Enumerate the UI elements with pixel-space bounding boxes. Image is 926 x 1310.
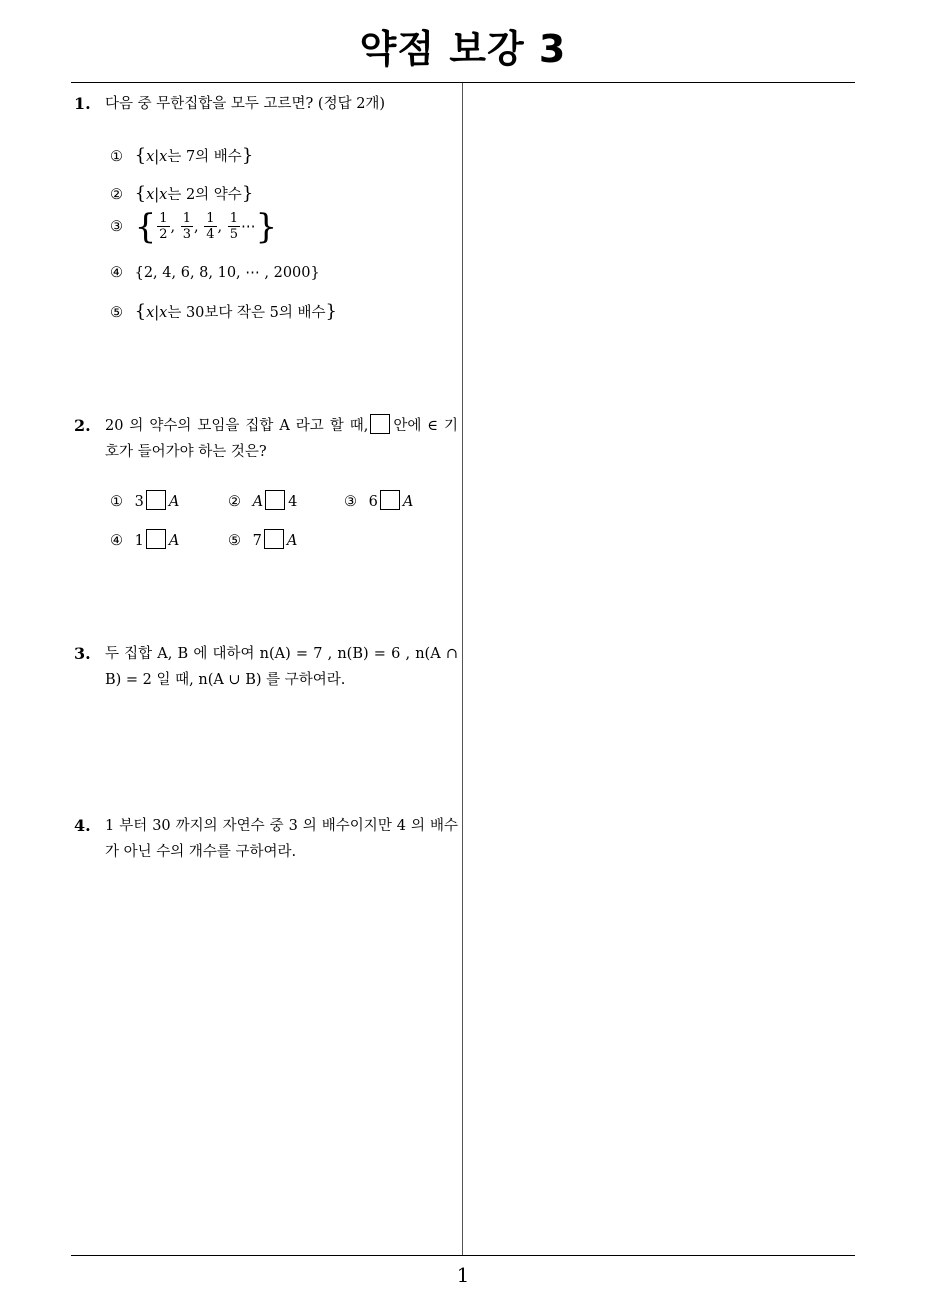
option-mark: ② — [228, 494, 241, 510]
option-mark: ④ — [110, 265, 123, 281]
option-1[interactable] — [110, 143, 253, 170]
question-1 — [74, 91, 458, 331]
option-text: {x|x는 30보다 작은 5의 배수} — [134, 301, 337, 322]
question-number: 2. — [74, 416, 91, 435]
option-text: { $\frac{1}{2}$ , $\frac{1}{3}$ , $\frac{1}{4}$ , $\frac{1}{5}$ ⋯} — [134, 206, 278, 247]
blank-box — [264, 529, 284, 549]
question-text — [105, 413, 458, 465]
option-right: A — [168, 533, 180, 549]
option-mark: ② — [110, 187, 123, 203]
option-right: A — [168, 494, 180, 510]
option-left: 1 — [134, 533, 144, 549]
footer-rule — [71, 1255, 855, 1256]
page-number: 1 — [456, 1263, 470, 1287]
question-3 — [74, 641, 458, 701]
option-5[interactable] — [110, 299, 337, 326]
option-left: 6 — [368, 494, 378, 510]
question-text: 다음 중 무한집합을 모두 고르면? (정답 2개) — [105, 96, 386, 112]
option-right: 4 — [288, 494, 298, 510]
question-4 — [74, 813, 458, 873]
option-4[interactable] — [110, 260, 320, 286]
option-2[interactable] — [228, 489, 297, 515]
option-4[interactable] — [110, 528, 179, 554]
option-mark: ⑤ — [110, 305, 123, 321]
header-rule — [71, 82, 855, 83]
option-mark: ③ — [110, 218, 123, 235]
question-number: 3. — [74, 644, 91, 663]
option-text: {x|x는 7의 배수} — [134, 145, 254, 166]
option-left: A — [252, 494, 264, 510]
blank-box — [370, 414, 390, 434]
question-text: 두 집합 A, B 에 대하여 n(A) = 7 , n(B) = 6 , n(A ∩ B) = 2 일 때, n(A ∪ B) 를 구하여라. — [105, 646, 458, 688]
option-mark: ⑤ — [228, 533, 241, 549]
option-3[interactable] — [344, 489, 413, 515]
option-mark: ① — [110, 149, 123, 165]
option-1[interactable] — [110, 489, 179, 515]
option-right: A — [402, 494, 414, 510]
question-text-part-b: 안에 ∈ 기호가 들어가야 하는 것은? — [105, 418, 458, 460]
question-text: 1 부터 30 까지의 자연수 중 3 의 배수이지만 4 의 배수가 아닌 수의 개수를 구하여라. — [105, 818, 458, 860]
option-5[interactable] — [228, 528, 297, 554]
option-mark: ④ — [110, 533, 123, 549]
option-3[interactable] — [110, 206, 278, 247]
option-text: {x|x는 2의 약수} — [134, 183, 254, 204]
option-mark: ③ — [344, 494, 357, 510]
blank-box — [146, 490, 166, 510]
question-text-part-a: 20 의 약수의 모임을 집합 A 라고 할 때, — [105, 418, 369, 434]
column-divider — [462, 83, 463, 1255]
option-right: A — [286, 533, 298, 549]
question-2 — [74, 413, 458, 563]
option-text: {2, 4, 6, 8, 10, ⋯ , 2000} — [134, 265, 320, 281]
blank-box — [146, 529, 166, 549]
blank-box — [265, 490, 285, 510]
question-number: 4. — [74, 816, 91, 835]
page-title: 약점 보강 3 — [359, 27, 567, 71]
blank-box — [380, 490, 400, 510]
option-mark: ① — [110, 494, 123, 510]
option-left: 7 — [252, 533, 262, 549]
option-2[interactable] — [110, 181, 253, 208]
question-number: 1. — [74, 94, 91, 113]
option-left: 3 — [134, 494, 144, 510]
